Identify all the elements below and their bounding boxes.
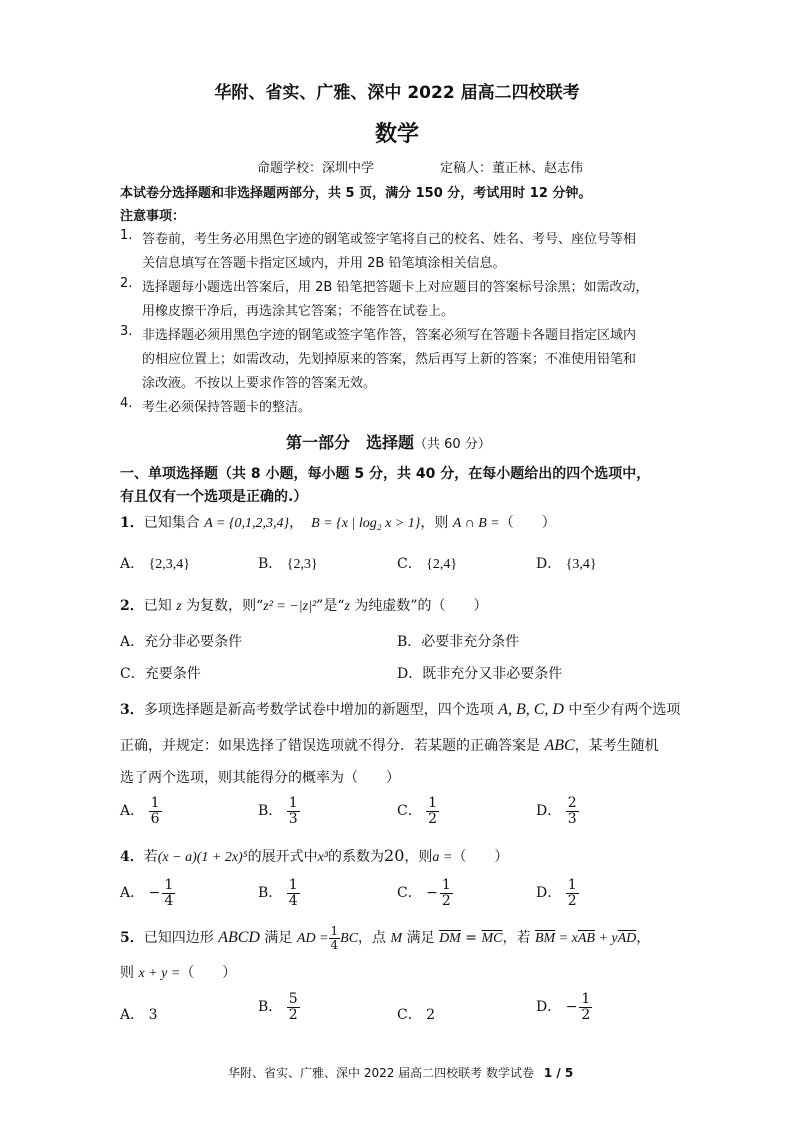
option-value: 2 (426, 1007, 436, 1023)
question-text: ， (636, 930, 651, 947)
option-value: 充分非必要条件 (144, 634, 243, 650)
option-label: C． (397, 803, 422, 820)
set-a: A = {0,1,2,3,4} (204, 516, 290, 531)
coefficient-fraction (329, 925, 341, 951)
option-c[interactable] (397, 878, 453, 908)
question-text: ，某考生随机 (574, 738, 659, 754)
option-value: {2,4} (426, 557, 458, 572)
coefficient: 20 (384, 846, 405, 865)
note-number: 3. (120, 324, 133, 339)
option-value: 充要条件 (144, 666, 201, 682)
vector-ab: $\overline{AB}$ (577, 931, 595, 947)
option-fraction (287, 796, 300, 826)
question-text: ，若 (502, 930, 535, 947)
option-label: B． (258, 556, 283, 572)
denominator: 2 (581, 1006, 591, 1023)
unknown: a = (432, 850, 453, 865)
option-value: 必要非充分条件 (421, 634, 520, 650)
minus-sign: − (426, 885, 438, 902)
numerator: 1 (441, 877, 451, 893)
option-d[interactable] (536, 878, 579, 908)
page-number: 1 / 5 (543, 1066, 574, 1080)
option-fraction (566, 878, 579, 908)
question-text: 正确，并规定：如果选择了错误选项就不得分．若某题的正确答案是 (120, 738, 545, 754)
denominator: 6 (150, 810, 160, 827)
option-a[interactable] (120, 796, 162, 826)
section-heading-cont: 有且仅有一个选项是正确的.） (120, 489, 308, 505)
numerator: 2 (567, 795, 577, 811)
option-a[interactable] (120, 1004, 158, 1024)
option-label: C． (397, 1007, 422, 1023)
condition: z² = −|z|² (263, 599, 317, 614)
question-3-line3: 选了两个选项，则其能得分的概率为（ ） (120, 770, 400, 786)
question-1 (120, 512, 556, 532)
question-number: 2． (120, 598, 144, 614)
option-fraction (579, 992, 592, 1022)
option-label: A． (120, 556, 145, 572)
option-a[interactable] (120, 631, 242, 651)
part-points: （共 60 分） (414, 437, 491, 452)
option-value: {2,3} (286, 557, 318, 572)
vector-mc: $\overline{MC}$ (481, 931, 503, 947)
question-text: 中至少有两个选项 (563, 702, 681, 718)
question-3 (120, 699, 680, 719)
option-c[interactable] (397, 553, 457, 573)
denominator: 4 (164, 892, 174, 909)
option-c[interactable] (397, 796, 439, 826)
option-value: 3 (148, 1007, 158, 1023)
option-b[interactable] (258, 553, 318, 573)
numerator: 1 (428, 795, 438, 811)
option-a[interactable] (120, 553, 190, 573)
quadrilateral: ABCD (218, 929, 260, 947)
math-var: z (176, 599, 182, 614)
question-text: 多项选择题是新高考数学试卷中增加的新题型，四个选项 (143, 702, 499, 718)
question-text: ， (289, 515, 304, 531)
note-line: 非选择题必须用黑色字迹的钢笔或签字笔作答，答案必须写在答题卡各题目指定区域内 (142, 328, 637, 343)
answer-blank: （ ） (180, 965, 237, 981)
numerator: 1 (330, 924, 339, 938)
note-line: 涂改液。不按以上要求作答的答案无效。 (142, 376, 377, 391)
option-fraction (149, 796, 162, 826)
question-4 (120, 846, 508, 866)
option-b[interactable] (258, 878, 300, 908)
option-label: D． (397, 666, 423, 682)
vector-bm: $\overline{BM}$ (534, 931, 556, 947)
numerator: 1 (288, 795, 298, 811)
page-footer (228, 1064, 573, 1081)
note-line: 考生必须保持答题卡的整洁。 (142, 400, 312, 415)
note-number: 1. (120, 228, 133, 243)
vector-dm: $\overline{DM}$ (439, 931, 461, 947)
question-text: 满足 (259, 930, 297, 947)
option-fraction (566, 796, 579, 826)
option-label: C． (120, 666, 145, 682)
option-fraction (287, 992, 300, 1022)
reviewers: 定稿人：董正林、赵志伟 (440, 161, 584, 176)
question-number: 4． (120, 849, 144, 865)
expression: (x − a)(1 + 2x)⁵ (157, 850, 248, 865)
option-fraction (162, 878, 175, 908)
option-label: D． (536, 556, 562, 572)
author-school: 命题学校：深圳中学 (257, 161, 375, 176)
question-text: 为复数，则“ (181, 598, 264, 614)
question-text: 的系数为 (328, 849, 385, 865)
option-value: 既非充分又非必要条件 (422, 666, 563, 682)
note-line: 选择题每小题选出答案后，用 2B 铅笔把答题卡上对应题目的答案标号涂黑；如需改动， (142, 280, 649, 295)
question-text: 已知集合 (143, 515, 205, 531)
option-label: A． (120, 803, 145, 820)
note-number: 4. (120, 396, 133, 411)
note-line: 答卷前，考生务必用黑色字迹的钢笔或签字笔将自己的校名、姓名、考号、座位号等相 (142, 232, 637, 247)
point-m: M (390, 931, 403, 947)
question-text: 的展开式中 (247, 849, 318, 865)
question-text: 已知 (143, 598, 177, 614)
option-label: B． (397, 634, 422, 650)
option-label: D． (536, 999, 562, 1016)
denominator: 2 (288, 1006, 298, 1023)
coef-x: = x (555, 931, 578, 947)
minus-sign: − (565, 999, 578, 1016)
question-text: 若 (143, 849, 158, 865)
equals: = (460, 930, 482, 947)
question-text: ，点 (358, 930, 391, 947)
segment-bc: BC (340, 931, 359, 947)
numerator: 1 (164, 877, 174, 893)
subject-title: 数学 (374, 122, 419, 147)
sum-expression: x + y = (138, 966, 181, 981)
denominator: 4 (288, 892, 298, 909)
option-letters: A, B, C, D (498, 701, 564, 718)
denominator: 2 (441, 892, 451, 909)
option-d[interactable] (536, 992, 592, 1022)
question-5 (120, 925, 650, 951)
note-line: 用橡皮擦干净后，再选涂其它答案；不能答在试卷上。 (142, 304, 455, 319)
option-label: A． (120, 885, 145, 902)
option-label: D． (536, 885, 562, 902)
part-title: 第一部分 选择题 (286, 433, 415, 452)
option-label: C． (397, 556, 422, 572)
math-var: z (344, 599, 350, 614)
question-text: 已知四边形 (143, 930, 219, 947)
option-value: {2,3,4} (148, 557, 191, 572)
denominator: 3 (567, 810, 577, 827)
intersection: A ∩ B = (452, 516, 500, 531)
question-number: 1． (120, 515, 144, 531)
option-c[interactable] (120, 663, 201, 683)
option-d[interactable] (397, 663, 562, 683)
option-b[interactable] (258, 992, 300, 1022)
term: x³ (317, 850, 329, 865)
question-text: 为纯虚数”的（ ） (349, 598, 488, 614)
option-value: {3,4} (565, 557, 597, 572)
question-text: ，则 (404, 849, 433, 865)
denominator: 2 (567, 892, 577, 909)
correct-answer: ABC (544, 737, 575, 754)
option-d[interactable] (536, 796, 579, 826)
notes-heading: 注意事项： (120, 209, 186, 224)
exam-title: 华附、省实、广雅、深中 2022 届高二四校联考 (214, 83, 580, 103)
option-label: C． (397, 885, 422, 902)
question-text: 满足 (402, 930, 440, 947)
footer-text: 华附、省实、广雅、深中 2022 届高二四校联考 数学试卷 (228, 1066, 534, 1080)
numerator: 5 (288, 991, 298, 1007)
denominator: 2 (428, 810, 438, 827)
answer-blank: （ ） (499, 515, 556, 531)
option-fraction (440, 878, 453, 908)
question-text: ，则 (420, 515, 453, 531)
question-number: 5． (120, 930, 144, 947)
note-line: 关信息填写在答题卡指定区域内，并用 2B 铅笔填涂相关信息。 (142, 256, 506, 271)
note-line: 的相应位置上；如需改动，先划掉原来的答案，然后再写上新的答案；不准使用铅笔和 (142, 352, 637, 367)
option-label: B． (258, 999, 283, 1016)
option-b[interactable] (397, 631, 519, 651)
option-c[interactable] (397, 1004, 435, 1024)
option-label: A． (120, 634, 145, 650)
question-number: 3． (120, 702, 144, 718)
set-b: B = {x | log₂ x > 1} (311, 516, 421, 531)
note-number: 2. (120, 276, 133, 291)
segment-ad: AD = (296, 931, 329, 947)
minus-sign: − (148, 885, 161, 902)
question-5-line2 (120, 962, 236, 982)
numerator: 1 (288, 877, 298, 893)
option-label: A． (120, 1007, 145, 1023)
coef-y: + y (594, 931, 618, 947)
question-3-line2 (120, 735, 659, 755)
option-fraction (426, 796, 439, 826)
question-text: 则 (120, 965, 139, 981)
numerator: 1 (581, 991, 591, 1007)
part-heading (286, 430, 491, 453)
exam-intro: 本试卷分选择题和非选择题两部分，共 5 页，满分 150 分，考试用时 12 分钟。 (120, 186, 592, 201)
option-label: B． (258, 885, 283, 902)
question-2 (120, 595, 488, 615)
answer-blank: （ ） (452, 849, 509, 865)
option-d[interactable] (536, 553, 597, 573)
question-text: ”是“ (316, 598, 345, 614)
option-label: B． (258, 803, 283, 820)
option-a[interactable] (120, 878, 175, 908)
denominator: 3 (288, 810, 298, 827)
numerator: 1 (567, 877, 577, 893)
option-b[interactable] (258, 796, 300, 826)
denominator: 4 (330, 937, 339, 952)
section-heading: 一、单项选择题（共 8 小题，每小题 5 分，共 40 分，在每小题给出的四个选项中， (120, 466, 651, 482)
option-fraction (287, 878, 300, 908)
vector-ad: $\overline{AD}$ (617, 931, 637, 947)
numerator: 1 (150, 795, 160, 811)
option-label: D． (536, 803, 562, 820)
